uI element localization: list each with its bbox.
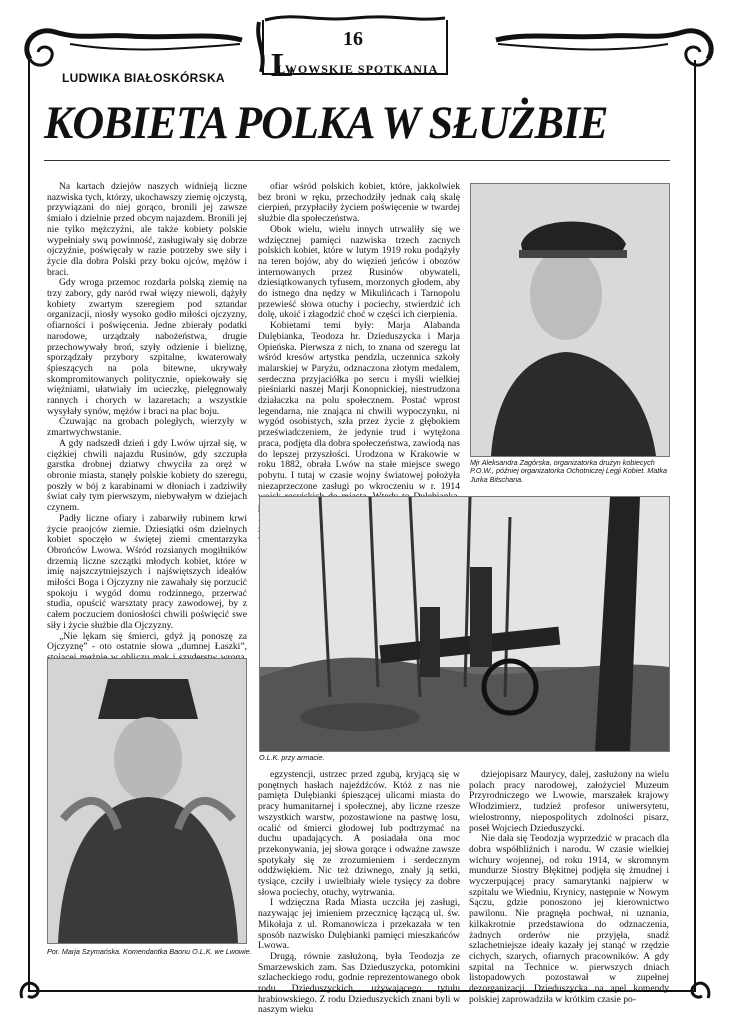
paragraph: Nie dała się Teodozja wyprzedzić w pracach dla dobra współbliźnich i narodu. W czasie wielkiej wichury wojennej, od roku 1914, w skromnym mundurze Siostry Błękitnej podjęła się żmudnej i wyczerpującej pracy samarytanki najpierw w szpitalu we Wiedniu, Krynicy, następnie w Nowym Sączu, gdzie ponoszono jej kierownictwo pawilonu. Nie pragnęła pochwał, ni uznania, kilkakrotnie przedstawiona do odznaczenia, żadnych orderów nie przyjęła, snadź szlachetniejsze ideały kazały jej stanąć w rzędzie cichych, szarych, ofiarnych pracowników. A gdy szpital na Technice w. pierwszych dniach listopadowych pozostawał w zupełnej dezorganizacji, Dzieduszycka na apel komendy polskiej zaprowadziła w krótkim czasie po- xyxy=(469,833,669,1005)
article-column-3 xyxy=(258,769,460,1016)
paragraph: I wdzięczna Rada Miasta uczciła jej zasługi, nazywając jej imieniem przecznicę łączącą ul. św. Mikołaja z ul. Romanowicza i przekazała w ten sposób nazwisko Dulębianki pamięci mieszkańców Lwowa. xyxy=(258,897,460,952)
bottom-left-corner-ornament xyxy=(14,968,54,1008)
issue-number: 16 xyxy=(343,28,363,50)
paragraph: Drugą, równie zasłużoną, była Teodozja ze Smarzewskich zam. Sas Dzieduszycka, potomkini szlacheckiego rodu, godnie reprezentowanego obok rodu Dzieduszyckich, używającego tytułu hrabiowskiego. Z rodu Dzieduszyckich znani byli w naszym wieku xyxy=(258,950,460,1016)
article-column-2 xyxy=(258,181,460,492)
paragraph: dziejopisarz Maurycy, dalej, zasłużony na wielu polach pracy narodowej, założyciel Muzeum Przyrodniczego we Lwowie, marszałek krajowy Włodzimierz, tudzież profesor uniwersytetu, wielostronny, niepospolitych zdolności pisarz, poseł Wojciech Dzieduszycki. xyxy=(469,769,669,834)
portrait-placeholder-1 xyxy=(471,184,669,456)
photo-marja-szymanska xyxy=(47,658,247,944)
article-headline: KOBIETA POLKA W SŁUŻBIE xyxy=(44,96,608,149)
frame-left-border xyxy=(28,60,30,990)
paragraph: „Nie lękam się śmierci, gdyż ją ponoszę za Ojczyznę” - oto ostatnie słowa „dumnej Łaszki”, xyxy=(47,630,247,653)
left-ornament-swirl xyxy=(10,14,250,74)
svg-text:L: L xyxy=(271,47,294,84)
paragraph: Kobietami temi były: Marja Alabanda Dulębianka, Teodoza hr. Dzieduszycka i Marja Opieńska. Pierwsza z nich, to znana od szeregu lat wśród kresów artystka pendzla, uczennica szkoły malarskiej w Paryżu, odznaczona złotym medalem, serdeczna przyjaciółka po sercu i myśli wielkiej pieśniarki naszej Marji Konopnickiej, niestrudzona działaczka na polu społecznem. Postać wprost legendarna, nie znająca ni chwili wypoczynku, ni wygód osobistych, szła przez życie z głębokiem przeświadczeniem, że jedynie trud i wytężona praca, podjęta dla dobra społeczeństwa, zawiodą nas do lepszej przyszłości. Urodzona w Krakowie w roku 1882, obrała Lwów na stałe miejsce swego pobytu. I tutaj w czasie wojny światowej położyła niezaprzeczone zasługi po wkroczeniu w r. 1914 xyxy=(258,320,460,492)
frame-right-border xyxy=(694,60,696,990)
caption-aleksandra-zagorska: Mjr Aleksandra Zagórska, organizatorka drużyn kobiecych P.O.W., później organizatorka Ochotniczej Legji Kobiet. Matka Jurka Bitschana. xyxy=(470,458,667,484)
headline-rule xyxy=(44,160,670,161)
paragraph: ofiar wśród polskich kobiet, które, jakkolwiek bez broni w ręku, przechodziły jednak całą skalę cierpień, przypłaciły życiem poświęcenie w twardej służbie dla społeczeństwa. xyxy=(258,181,460,225)
portrait-placeholder-2 xyxy=(48,659,246,943)
caption-olk-cannon: O.L.K. przy armacie. xyxy=(259,753,325,762)
paragraph: Czuwając na grobach poległych, wierzyły w zmartwychwstanie. xyxy=(47,416,247,439)
right-ornament-swirl xyxy=(488,14,728,74)
caption-marja-szymanska: Por. Marja Szymańska. Komendantka Baonu O.L.K. we Lwowie. xyxy=(47,947,252,956)
paragraph: Gdy wroga przemoc rozdarła polską ziemię na trzy zabory, gdy naród rwał więzy niewoli, dążyły kobiety zwartym szeregiem pod sztandar organizacji, niosły wysoko godło miłości ojczyzny, ofiarności i poświęcenia. Jedne zbierały podatki narodowe, urządzały nabożeństwa, drugie przechowywały broń, szyły odzienie i bieliznę, sporządzały przybory szpitalne, kwaterowały śpieszących na pola bitewne, ukrywały skompromitowanych politycznie, opiekowały się więźniami, ułatwiały im ucieczkę, pielęgnowały rannych i chorych w lazaretach; a wszystkie wysyłały synów, mężów i braci na plac boju. xyxy=(47,277,247,417)
paragraph: egzystencji, ustrzec przed zgubą, kryjącą się w ponętnych hasłach najeźdźców. Któż z nas nie pamięta Dulębianki śpieszącej ulicami miasta do pracy humanitarnej i społecznej, aby liczne rzesze wszystkich warstw, pozostawione na pastwę losu, ocalić od śmierci głodowej lub podtrzymać na duchu upadających. A posiadała ona moc przekonywania, jej słowa gorące i odważne zawsze spotykały się ze zrozumieniem i serdecznym oddźwiękiem. Nic też dziwnego, znały ją setki, tysiące, czciły i uwielbiały wiele tysięcy za dobre słowa pociechy, otuchy, wytrwania. xyxy=(258,769,460,898)
photo-olk-cannon xyxy=(259,496,670,752)
article-column-4 xyxy=(469,769,669,1005)
bottom-right-corner-ornament xyxy=(676,968,716,1008)
paragraph: A gdy nadszedł dzień i gdy Lwów ujrzał się, w ciężkiej chwili najazdu Rusinów, gdy szczupła garstka drobnej dziatwy chwyciła za oręż w obronie miasta, stanęły polskie kobiety do szeregu, poszły w bój z karabinami w dłoniach i zadziwiły świat cały tym pierwszym, niebywałym w dziejach czynem. xyxy=(47,437,247,514)
article-author: LUDWIKA BIAŁOSKÓRSKA xyxy=(62,71,225,85)
photo-aleksandra-zagorska xyxy=(470,183,670,457)
paragraph: Padły liczne ofiary i zabarwiły rubinem krwi życie praojców ziemie. Dziesiątki ośm dzielnych kobiet spoczęło w świętej ziemi cmentarzyka Obrońców Lwowa. Wśród rozsianych mogiłników drzemią liczne szczątki młodych kobiet, które w imię najszczytniejszych i najświętszych ideałów miłości Boga i Ojczyzny nie zawahały się porzucić spokoju i wygód domu rodzinnego, przerwać studia, opuścić warsztaty pracy zawodowej, by z całem poczuciem doniosłości chwili poświęcić swe siły i życie służbie dla Ojczyzny. xyxy=(47,512,247,631)
article-column-1 xyxy=(47,181,247,653)
paragraph: Na kartach dziejów naszych widnieją liczne nazwiska tych, którzy, ukochawszy ziemię ojczystą, przywiązani do niej gorąco, bronili jej zawsze śmiało i dzielnie przed obcym najazdem. Bronili jej nie tylko mężczyźni, ale także kobiety polskie wypełniały swą powinność, zasługiwały się dobrze ojczyźnie, poświęcały w razie potrzeby swe siły i życie dla dobra Polski przy boku ojców, mężów i braci. xyxy=(47,181,247,278)
paragraph: Obok wielu, wielu innych utrwaliły się we wdzięcznej pamięci nazwiska trzech zacnych polskich kobiet, które w lutym 1919 roku podążyły na teren bojów, aby do więzień jeńców i obozów internowanych przez Rusinów obywateli, dziesiątkowanych tyfusem, morzonych głodem, aby do istnego dna nędzy w Mikulińcach i Tarnopolu przewieść słowa otuchy i pociechy, stwierdzić ich dolę, ukoić i złagodzić choć w części ich cierpienia. xyxy=(258,223,460,321)
masthead-title: LWOWSKIE SPOTKANIA xyxy=(277,62,439,76)
cannon-scene-placeholder xyxy=(260,497,669,751)
masthead xyxy=(255,12,455,82)
